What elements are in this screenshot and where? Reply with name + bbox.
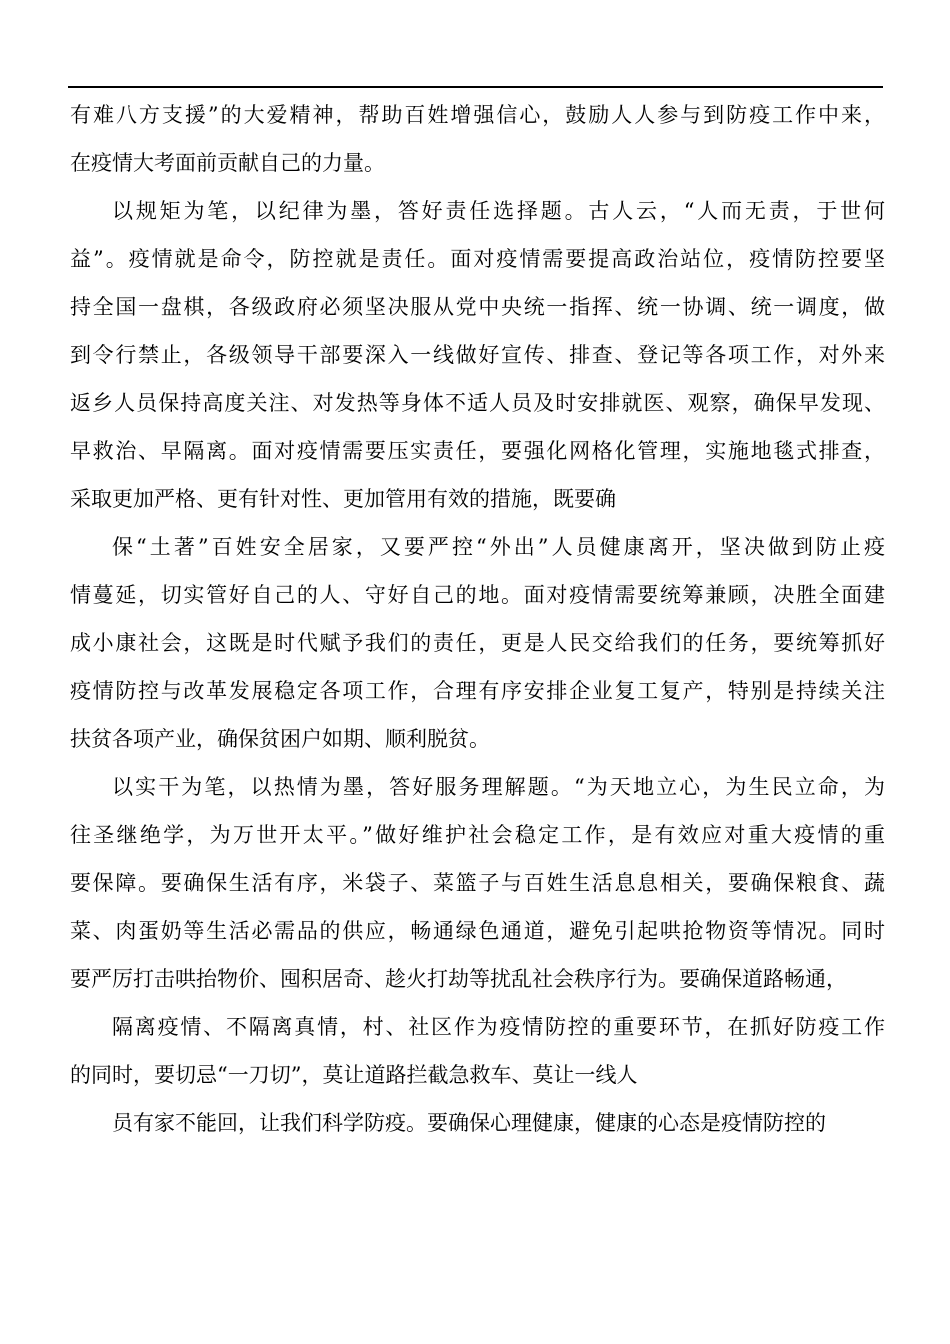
text-line: 持全国一盘棋，各级政府必须坚决服从党中央统一指挥、统一协调、统一调度，做 [70,295,885,319]
text-line: 菜、肉蛋奶等生活必需品的供应，畅通绿色通道，避免引起哄抢物资等情况。同时 [70,919,885,943]
paragraph-service [70,763,885,1003]
paragraph-continuation [70,91,885,187]
paragraph-residents [70,523,885,763]
text-line: 早救治、早隔离。面对疫情需要压实责任，要强化网格化管理，实施地毯式排查， [70,439,885,463]
text-line: 成小康社会，这既是时代赋予我们的责任，更是人民交给我们的任务，要统筹抓好 [70,631,885,655]
text-line: 到令行禁止，各级领导干部要深入一线做好宣传、排查、登记等各项工作，对外来 [70,343,885,367]
text-line: 情蔓延，切实管好自己的人、守好自己的地。面对疫情需要统筹兼顾，决胜全面建 [70,583,885,607]
text-line: 有难八方支援”的大爱精神，帮助百姓增强信心，鼓励人人参与到防疫工作中来， [70,103,885,127]
document-body [70,91,885,1147]
text-line: 扶贫各项产业，确保贫困户如期、顺利脱贫。 [70,727,490,751]
text-line: 要严厉打击哄抬物价、囤积居奇、趁火打劫等扰乱社会秩序行为。要确保道路畅通， [70,967,847,991]
text-line: 采取更加严格、更有针对性、更加管用有效的措施，既要确 [70,487,616,511]
text-line: 在疫情大考面前贡献自己的力量。 [70,151,385,175]
text-line: 疫情防控与改革发展稳定各项工作，合理有序安排企业复工复产，特别是持续关注 [70,679,885,703]
text-line: 以实干为笔，以热情为墨，答好服务理解题。“为天地立心，为生民立命，为 [112,775,885,799]
text-line: 益”。疫情就是命令，防控就是责任。面对疫情需要提高政治站位，疫情防控要坚 [70,247,885,271]
text-line: 员有家不能回，让我们科学防疫。要确保心理健康，健康的心态是疫情防控的 [112,1111,826,1135]
paragraph-responsibility [70,187,885,523]
header-rule [68,86,883,88]
paragraph-isolation [70,1003,885,1099]
text-line: 的同时，要切忌“一刀切”，莫让道路拦截急救车、莫让一线人 [70,1063,638,1087]
text-line: 要保障。要确保生活有序，米袋子、菜篮子与百姓生活息息相关，要确保粮食、蔬 [70,871,885,895]
text-line: 保“土著”百姓安全居家，又要严控“外出”人员健康离开，坚决做到防止疫 [112,535,885,559]
text-line: 往圣继绝学，为万世开太平。”做好维护社会稳定工作，是有效应对重大疫情的重 [70,823,885,847]
paragraph-mental-health [70,1099,885,1147]
text-line: 以规矩为笔，以纪律为墨，答好责任选择题。古人云，“人而无责，于世何 [112,199,885,223]
text-line: 返乡人员保持高度关注、对发热等身体不适人员及时安排就医、观察，确保早发现、 [70,391,885,415]
text-line: 隔离疫情、不隔离真情，村、社区作为疫情防控的重要环节，在抓好防疫工作 [112,1015,885,1039]
